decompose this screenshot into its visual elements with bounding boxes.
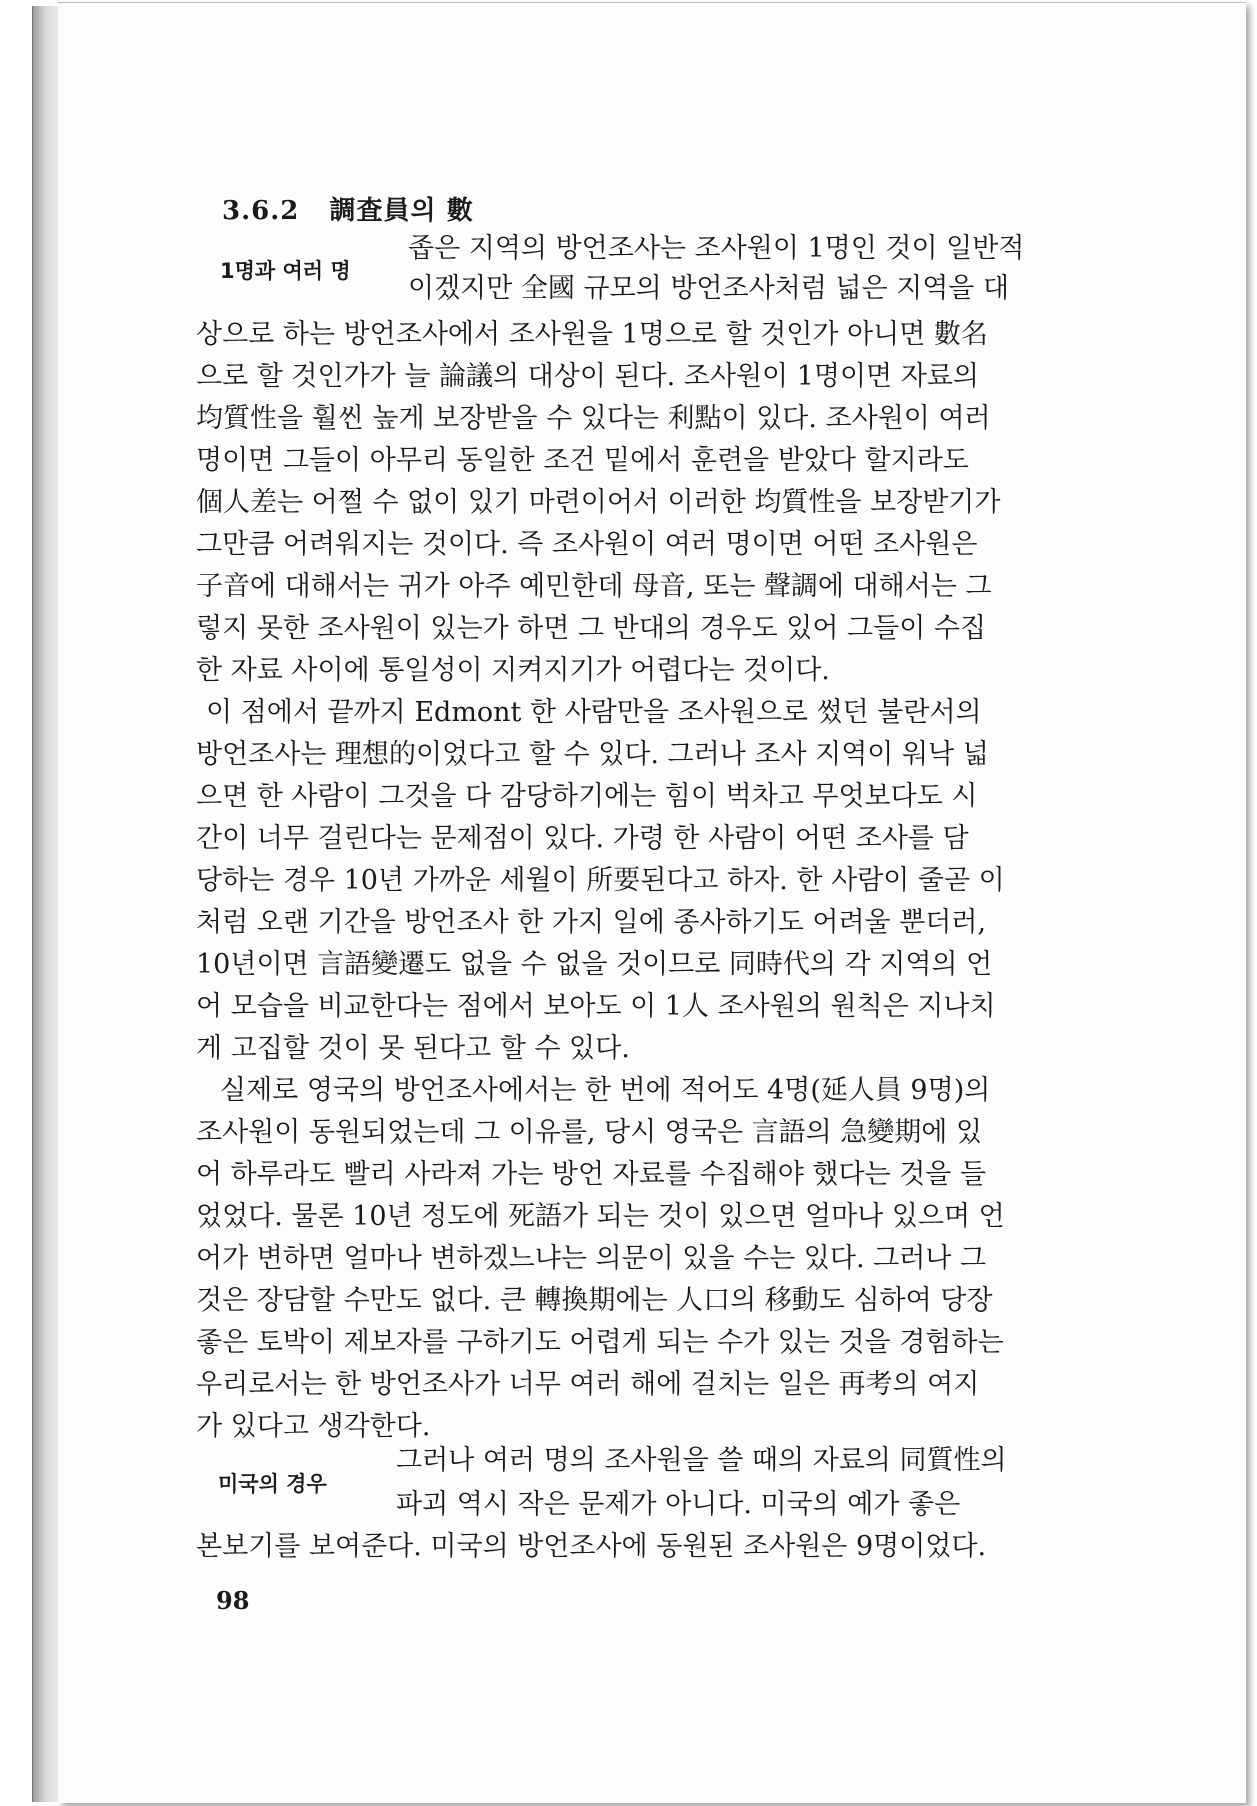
text-line: 파괴 역시 작은 문제가 아니다. 미국의 예가 좋은 <box>396 1489 961 1520</box>
text-line: 그러나 여러 명의 조사원을 쓸 때의 자료의 同質性의 <box>396 1445 1007 1476</box>
text-line: 그만큼 어려워지는 것이다. 즉 조사원이 여러 명이면 어떤 조사원은 <box>196 529 978 560</box>
text-line: 좋은 토박이 제보자를 구하기도 어렵게 되는 수가 있는 것을 경험하는 <box>196 1327 1004 1358</box>
text-line: 명이면 그들이 아무리 동일한 조건 밑에서 훈련을 받았다 할지라도 <box>196 445 969 476</box>
section-heading <box>222 190 474 227</box>
side-note: 미국의 경우 <box>218 1472 327 1496</box>
section-number: 3.6.2 <box>222 196 300 226</box>
text-line: 게 고집할 것이 못 된다고 할 수 있다. <box>196 1033 630 1064</box>
text-line: 간이 너무 걸린다는 문제점이 있다. 가령 한 사람이 어떤 조사를 담 <box>196 823 969 854</box>
text-line: 상으로 하는 방언조사에서 조사원을 1명으로 할 것인가 아니면 數名 <box>196 319 988 350</box>
text-line: 어 하루라도 빨리 사라져 가는 방언 자료를 수집해야 했다는 것을 들 <box>196 1159 987 1190</box>
text-line: 방언조사는 理想的이었다고 할 수 있다. 그러나 조사 지역이 워낙 넓 <box>196 739 989 770</box>
text-line: 어 모습을 비교한다는 점에서 보아도 이 1人 조사원의 원칙은 지나치 <box>196 991 996 1022</box>
text-line: 것은 장담할 수만도 없다. 큰 轉換期에는 人口의 移動도 심하여 당장 <box>196 1285 993 1316</box>
text-line: 가 있다고 생각한다. <box>196 1411 431 1442</box>
text-line: 조사원이 동원되었는데 그 이유를, 당시 영국은 言語의 急變期에 있 <box>196 1117 983 1148</box>
text-line: 均質性을 훨씬 높게 보장받을 수 있다는 利點이 있다. 조사원이 여러 <box>196 403 991 434</box>
text-line: 어가 변하면 얼마나 변하겠느냐는 의문이 있을 수는 있다. 그러나 그 <box>196 1243 987 1274</box>
text-line: 이겠지만 全國 규모의 방언조사처럼 넓은 지역을 대 <box>408 273 1010 304</box>
section-title: 調査員의 數 <box>329 196 474 226</box>
text-line: 실제로 영국의 방언조사에서는 한 번에 적어도 4명(延人員 9명)의 <box>220 1075 991 1106</box>
text-line: 이 점에서 끝까지 Edmont 한 사람만을 조사원으로 썼던 불란서의 <box>206 697 982 728</box>
text-line: 으면 한 사람이 그것을 다 감당하기에는 힘이 벅차고 무엇보다도 시 <box>196 781 978 812</box>
text-line: 었었다. 물론 10년 정도에 死語가 되는 것이 있으면 얼마나 있으며 언 <box>196 1201 1005 1232</box>
text-line: 個人差는 어쩔 수 없이 있기 마련이어서 이러한 均質性을 보장받기가 <box>196 487 1001 518</box>
text-line: 子音에 대해서는 귀가 아주 예민한데 母音, 또는 聲調에 대해서는 그 <box>196 571 992 602</box>
text-line: 본보기를 보여준다. 미국의 방언조사에 동원된 조사원은 9명이었다. <box>196 1531 987 1562</box>
text-line: 10년이면 言語變遷도 없을 수 없을 것이므로 同時代의 각 지역의 언 <box>196 949 993 980</box>
text-line: 렇지 못한 조사원이 있는가 하면 그 반대의 경우도 있어 그들이 수집 <box>196 613 987 644</box>
text-line: 으로 할 것인가가 늘 論議의 대상이 된다. 조사원이 1명이면 자료의 <box>196 361 979 392</box>
text-line: 한 자료 사이에 통일성이 지켜지기가 어렵다는 것이다. <box>196 655 830 686</box>
side-note: 1명과 여러 명 <box>220 259 351 283</box>
text-line: 처럼 오랜 기간을 방언조사 한 가지 일에 종사하기도 어려울 뿐더러, <box>196 907 987 938</box>
text-line: 우리로서는 한 방언조사가 너무 여러 해에 걸치는 일은 再考의 여지 <box>196 1369 980 1400</box>
page-number: 98 <box>216 1586 250 1615</box>
text-line: 좁은 지역의 방언조사는 조사원이 1명인 것이 일반적 <box>408 233 1025 264</box>
text-line: 당하는 경우 10년 가까운 세월이 所要된다고 하자. 한 사람이 줄곧 이 <box>196 865 1005 896</box>
book-spine <box>32 6 59 1802</box>
